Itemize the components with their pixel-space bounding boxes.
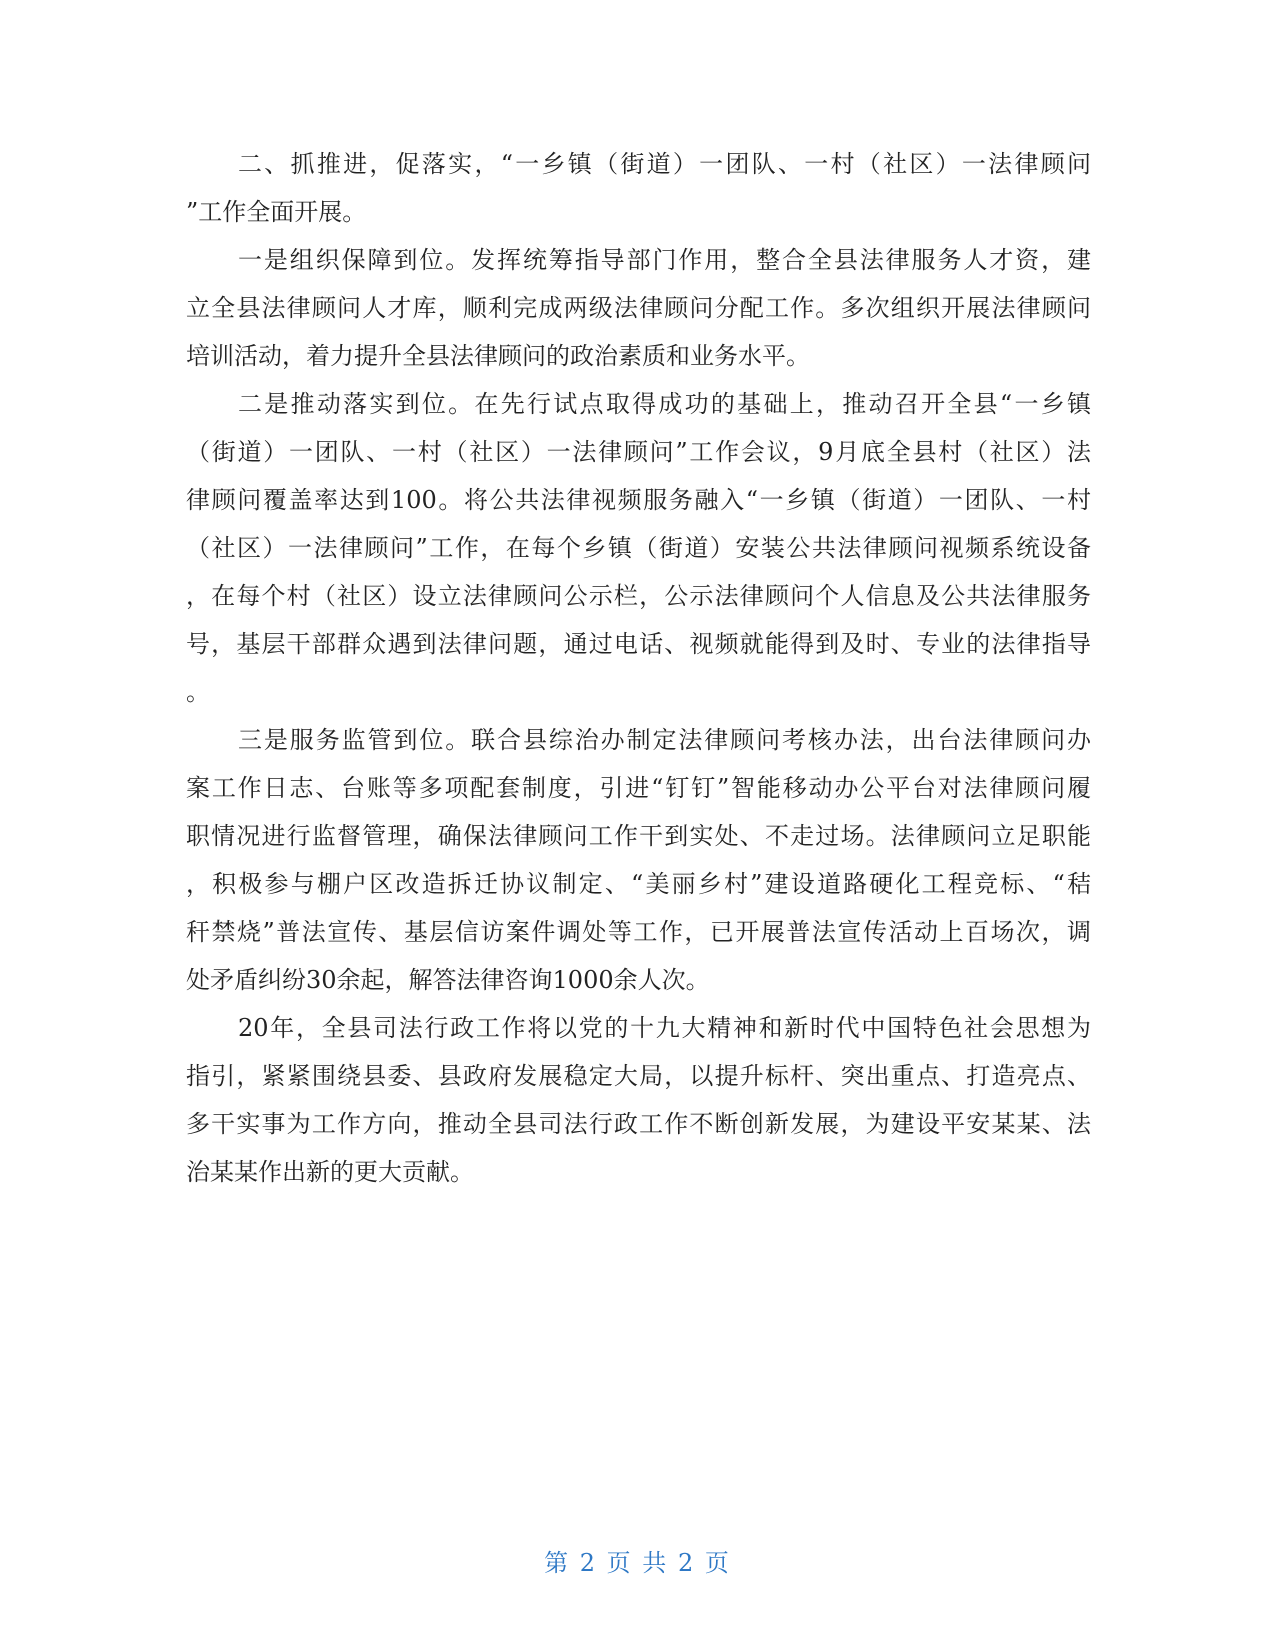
text-line: 培训活动，着力提升全县法律顾问的政治素质和业务水平。	[186, 342, 810, 370]
text-line: ”工作全面开展。	[186, 198, 367, 226]
paragraph-5	[186, 1004, 1091, 1196]
paragraph-2	[186, 236, 1091, 380]
text-line: 二、抓推进，促落实，“一乡镇（街道）一团队、一村（社区）一法律顾问	[238, 150, 1091, 178]
text-line: ，积极参与棚户区改造拆迁协议制定、“美丽乡村”建设道路硬化工程竞标、“秸	[186, 870, 1091, 898]
text-line: 一是组织保障到位。发挥统筹指导部门作用，整合全县法律服务人才资，建	[238, 246, 1091, 274]
text-line: （社区）一法律顾问”工作，在每个乡镇（街道）安装公共法律顾问视频系统设备	[186, 534, 1091, 562]
text-line: 职情况进行监督管理，确保法律顾问工作干到实处、不走过场。法律顾问立足职能	[186, 822, 1091, 850]
paragraph-1	[186, 140, 1091, 236]
text-line: 三是服务监管到位。联合县综治办制定法律顾问考核办法，出台法律顾问办	[238, 726, 1091, 754]
text-line: 指引，紧紧围绕县委、县政府发展稳定大局，以提升标杆、突出重点、打造亮点、	[186, 1062, 1091, 1090]
text-line: （街道）一团队、一村（社区）一法律顾问”工作会议，9月底全县村（社区）法	[186, 438, 1091, 466]
text-line: 号，基层干部群众遇到法律问题，通过电话、视频就能得到及时、专业的法律指导	[186, 630, 1091, 658]
text-line: 二是推动落实到位。在先行试点取得成功的基础上，推动召开全县“一乡镇	[238, 390, 1091, 418]
document-body	[186, 140, 1091, 1196]
text-line: 立全县法律顾问人才库，顺利完成两级法律顾问分配工作。多次组织开展法律顾问	[186, 294, 1091, 322]
text-line: 处矛盾纠纷30余起，解答法律咨询1000余人次。	[186, 966, 710, 994]
text-line: 律顾问覆盖率达到100。将公共法律视频服务融入“一乡镇（街道）一团队、一村	[186, 486, 1091, 514]
text-line: 案工作日志、台账等多项配套制度，引进“钉钉”智能移动办公平台对法律顾问履	[186, 774, 1091, 802]
text-line: 20年，全县司法行政工作将以党的十九大精神和新时代中国特色社会思想为	[238, 1014, 1091, 1042]
text-line: 多干实事为工作方向，推动全县司法行政工作不断创新发展，为建设平安某某、法	[186, 1110, 1091, 1138]
text-line: 治某某作出新的更大贡献。	[186, 1158, 474, 1186]
text-line: 。	[186, 678, 210, 706]
text-line: ，在每个村（社区）设立法律顾问公示栏，公示法律顾问个人信息及公共法律服务	[186, 582, 1091, 610]
paragraph-3	[186, 380, 1091, 716]
paragraph-4	[186, 716, 1091, 1004]
text-line: 秆禁烧”普法宣传、基层信访案件调处等工作，已开展普法宣传活动上百场次，调	[186, 918, 1091, 946]
page-number-footer: 第 2 页 共 2 页	[544, 1549, 731, 1577]
